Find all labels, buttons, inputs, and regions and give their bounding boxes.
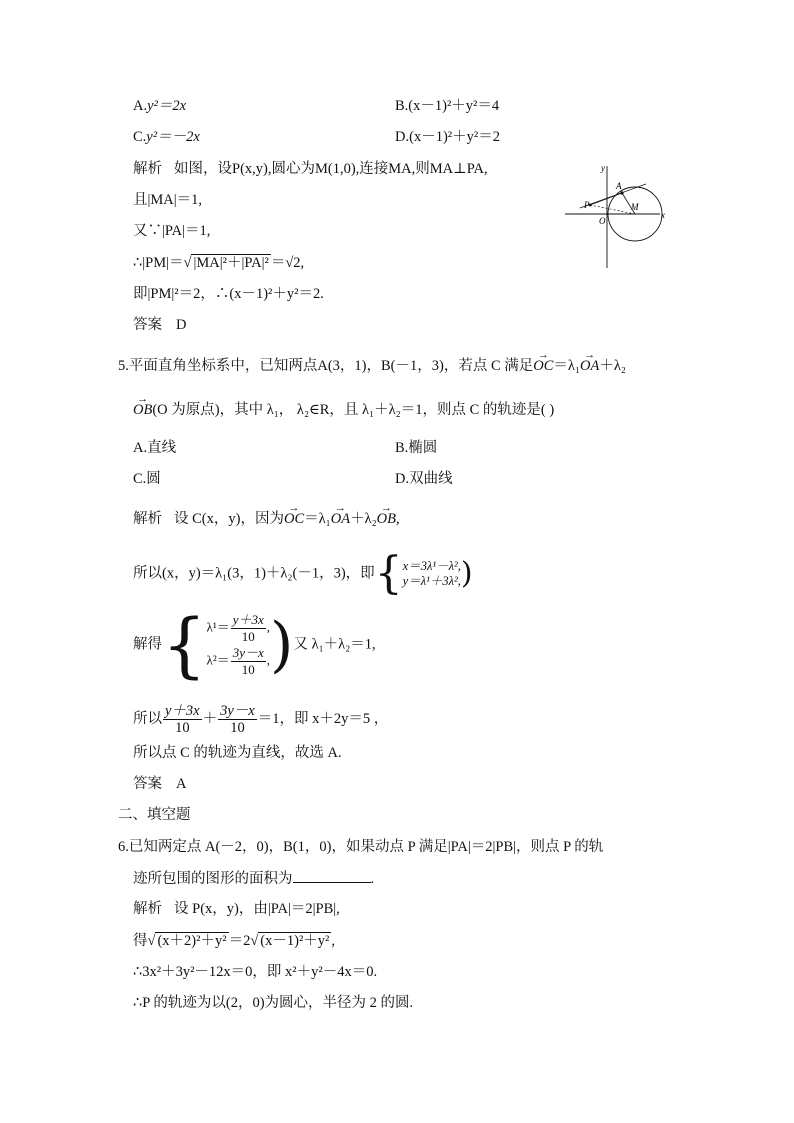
label-a: A [616,181,622,191]
q5-system-1: x＝3λ¹－λ², y＝λ¹＋3λ², [402,559,461,588]
q4-solution-line-3: 又∵|PA|＝1, [133,223,211,239]
q6-stem-line-1: 6.已知两定点 A(－2，0)，B(1，0)，如果动点 P 满足|PA|＝2|PB|，则点 P 的轨 [118,839,604,855]
q6-solution-line-3: ∴3x²＋3y²－12x＝0，即 x²＋y²－4x＝0. [133,964,378,980]
q5-solution-line-3: 解得{ λ¹＝ $\frac{y+3x}{10}$ , λ²＝ $\frac{3y-x}{10}$ , )又 λ₁＋λ₂＝1, [133,604,376,686]
label-m: M [631,202,639,212]
q6-solution-line-2: 得√ (x＋2)²＋y² ＝2√ (x－1)²＋y² , [133,933,336,949]
q4-option-b: B.(x－1)²＋y²＝4 [395,98,500,114]
q5-answer: 答案 A [133,776,187,792]
q4-circle-figure [560,158,670,270]
q4-solution-line-1: 解析 如图，设P(x,y),圆心为M(1,0),连接MA,则MA⊥PA, [133,161,488,177]
q5-option-c: C.圆 [133,471,161,487]
q4-solution-line-2: 且|MA|＝1, [133,192,203,208]
q6-answer-blank[interactable] [293,868,371,883]
q4-solution-line-4: ∴|PM|＝√ |MA|²＋|PA|² ＝√2, [133,255,305,271]
label-x: x [661,210,665,220]
q5-stem-line-1: 5.平面直角坐标系中，已知两点A(3，1)，B(－1，3)，若点 C 满足→ OC＝λ₁→ OA＋λ₂ [118,356,626,376]
q4-solution-line-5: 即|PM|²＝2，∴(x－1)²＋y²＝2. [133,286,324,302]
segment-pm [590,205,635,214]
q5-solution-line-5: 所以点 C 的轨迹为直线，故选 A. [133,745,342,761]
q5-solution-line-1: 解析 设 C(x，y)，因为→ OC＝λ₁→ OA＋λ₂→ OB, [133,509,400,529]
q4-answer: 答案 D [133,317,187,333]
q5-solution-line-4: 所以 $\frac{y+3x}{10}$ ＋ $\frac{3y-x}{10}$ ＝1，即 x＋2y＝5 ， [133,703,389,736]
label-o: O [599,216,606,226]
q4-option-d: D.(x－1)²＋y²＝2 [395,129,500,145]
q4-option-a: A.y²＝2x [133,98,187,114]
q4-option-c: C.y²＝－2x [133,129,200,145]
segment-pa [590,193,622,205]
q6-solution-line-1: 解析 设 P(x，y)，由|PA|＝2|PB|, [133,901,340,917]
q5-option-b: B.椭圆 [395,440,438,456]
label-y: y [601,163,605,173]
point-a [620,191,623,194]
q6-solution-line-4: ∴P 的轨迹为以(2，0)为圆心，半径为 2 的圆. [133,995,414,1011]
section-title: 二、填空题 [118,807,191,823]
q6-stem-line-2: 迹所包围的图形的面积为 . [133,868,374,889]
q5-option-a: A.直线 [133,440,177,456]
q5-system-2: λ¹＝ $\frac{y+3x}{10}$ , λ²＝ $\frac{3y-x}{10}$ , [206,612,271,677]
label-p: P [584,200,590,210]
q5-stem-line-2: → OB(O 为原点)，其中 λ₁， λ₂∈R，且 λ₁＋λ₂＝1，则点 C 的轨迹是( ) [133,400,554,420]
q5-solution-line-2: 所以(x，y)＝λ₁(3，1)＋λ₂(－1，3)，即{ x＝3λ¹－λ², y＝λ¹＋3λ², ) [133,548,473,599]
q5-option-d: D.双曲线 [395,471,453,487]
